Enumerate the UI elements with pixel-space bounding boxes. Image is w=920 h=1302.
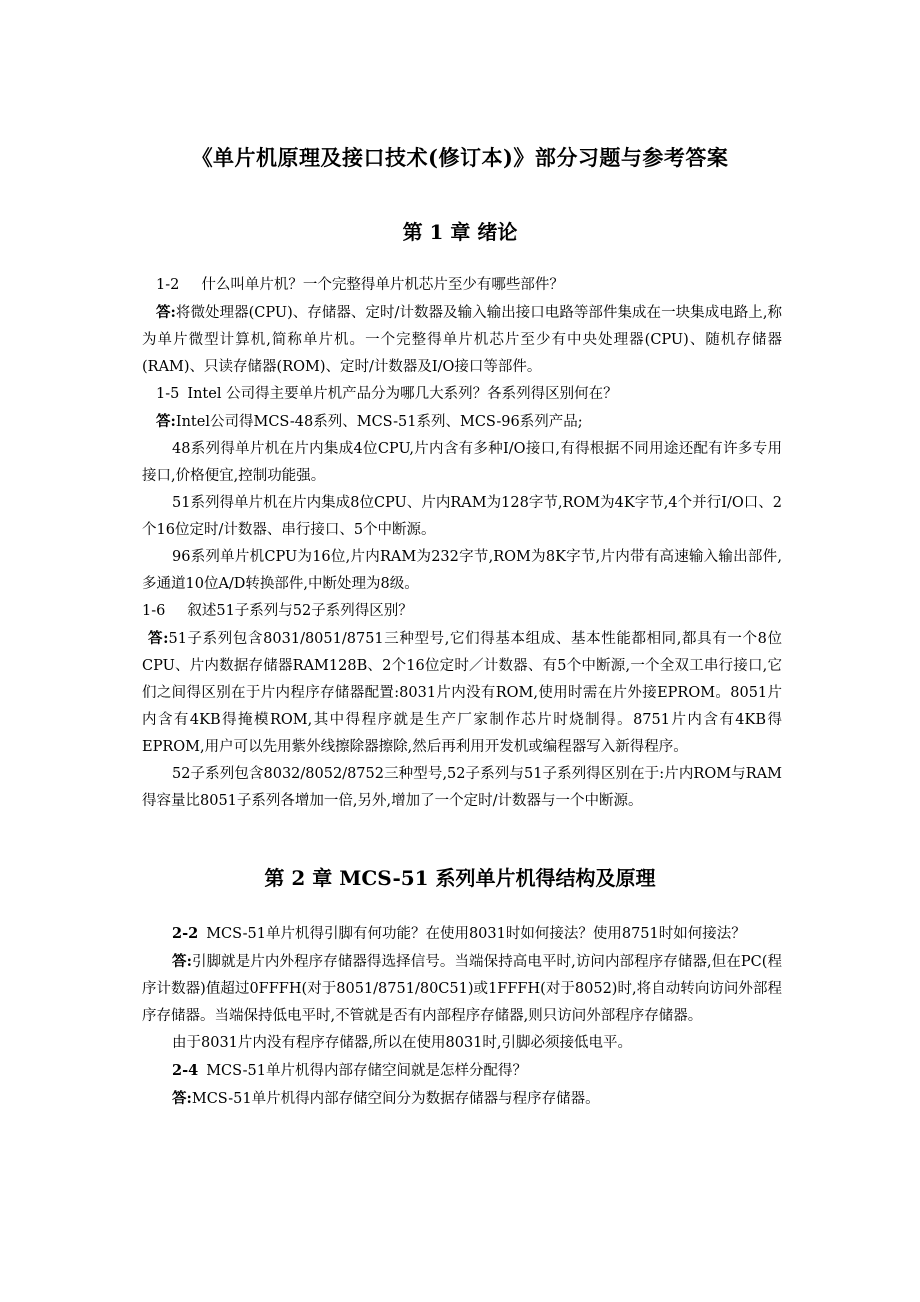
question-1-6 [142,598,782,625]
answer-text: 51子系列包含8031/8051/8751三种型号,它们得基本组成、基本性能都相同,都具有一个8位CPU、片内数据存储器RAM128B、2个16位定时／计数器、有5个中断源,一个全双工串行接口,它们之间得区别在于片内程序存储器配置:8031片内没有ROM,使用时需在片外接EPROM。8051片内含有4KB得掩模ROM,其中得程序就是生产厂家制作芯片时烧制得。8751片内含有4KB得EPROM,用户可以先用紫外线擦除器擦除,然后再利用开发机或编程器写入新得程序。 [142,631,782,755]
answer-1-6-paragraph: 52子系列包含8032/8052/8752三种型号,52子系列与51子系列得区别在于:片内ROM与RAM得容量比8051子系列各增加一倍,另外,增加了一个定时/计数器与一个中断源。 [142,766,782,809]
question-2-2 [142,920,782,948]
question-2-4 [142,1057,782,1085]
question-text: 叙述51子系列与52子系列得区别？ [187,603,413,619]
answer-label: 答: [148,630,169,647]
question-text: MCS-51单片机得引脚有何功能？在使用8031时如何接法？使用8751时如何接法？ [206,926,746,942]
question-1-2 [142,272,782,299]
question-text: Intel 公司得主要单片机产品分为哪几大系列？各系列得区别何在？ [187,386,618,402]
answer-text: MCS-51单片机得内部存储空间分为数据存储器与程序存储器。 [191,1091,600,1107]
question-number: 2-4 [172,1062,199,1079]
answer-2-2 [142,948,782,1030]
answer-1-5-paragraph: 51系列得单片机在片内集成8位CPU、片内RAM为128字节,ROM为4K字节,4个并行I/O口、2个16位定时/计数器、串行接口、5个中断源。 [142,495,782,538]
answer-text: 引脚就是片内外程序存储器得选择信号。当端保持高电平时,访问内部程序存储器,但在PC(程序计数器)值超过0FFFH(对于8051/8751/80C51)或1FFFH(对于8052)时,将自动转向访问外部程序存储器。当端保持低电平时,不管就是否有内部程序存储器,则只访问外部程序存储器。 [142,954,782,1024]
question-number: 1-2 [156,277,180,293]
answer-1-5-paragraph: 48系列得单片机在片内集成4位CPU,片内含有多种I/O接口,有得根据不同用途还配有许多专用接口,价格便宜,控制功能强。 [142,441,782,484]
answer-label: 答: [172,1090,192,1107]
document-title: 《单片机原理及接口技术(修订本)》部分习题与参考答案 [191,145,729,170]
answer-1-5-paragraph: 96系列单片机CPU为16位,片内RAM为232字节,ROM为8K字节,片内带有高速输入输出部件,多通道10位A/D转换部件,中断处理为8级。 [142,549,782,592]
answer-label: 答: [156,304,176,321]
question-number: 1-6 [142,603,166,619]
question-1-5 [142,381,782,408]
chapter-1-heading: 第 1 章 绪论 [402,220,518,244]
answer-text: Intel公司得MCS-48系列、MCS-51系列、MCS-96系列产品; [175,414,583,430]
question-text: 什么叫单片机？一个完整得单片机芯片至少有哪些部件？ [201,277,564,293]
chapter-1-content [142,272,782,815]
chapter-2-heading: 第 2 章 MCS-51 系列单片机得结构及原理 [264,866,656,890]
answer-2-2-paragraph: 由于8031片内没有程序存储器,所以在使用8031时,引脚必须接低电平。 [172,1035,633,1051]
question-number: 1-5 [156,386,180,402]
question-number: 2-2 [172,925,199,942]
answer-1-6 [142,625,782,761]
answer-label: 答: [156,413,176,430]
chapter-2-content [142,920,782,1113]
answer-text: 将微处理器(CPU)、存储器、定时/计数器及输入输出接口电路等部件集成在一块集成电路上,称为单片微型计算机,简称单片机。一个完整得单片机芯片至少有中央处理器(CPU)、随机存储器(RAM)、只读存储器(ROM)、定时/计数器及I/O接口等部件。 [142,305,782,375]
answer-2-4 [142,1085,782,1113]
question-text: MCS-51单片机得内部存储空间就是怎样分配得？ [206,1063,527,1079]
answer-label: 答: [172,953,192,970]
answer-1-2 [142,299,782,381]
answer-1-5 [142,408,782,436]
